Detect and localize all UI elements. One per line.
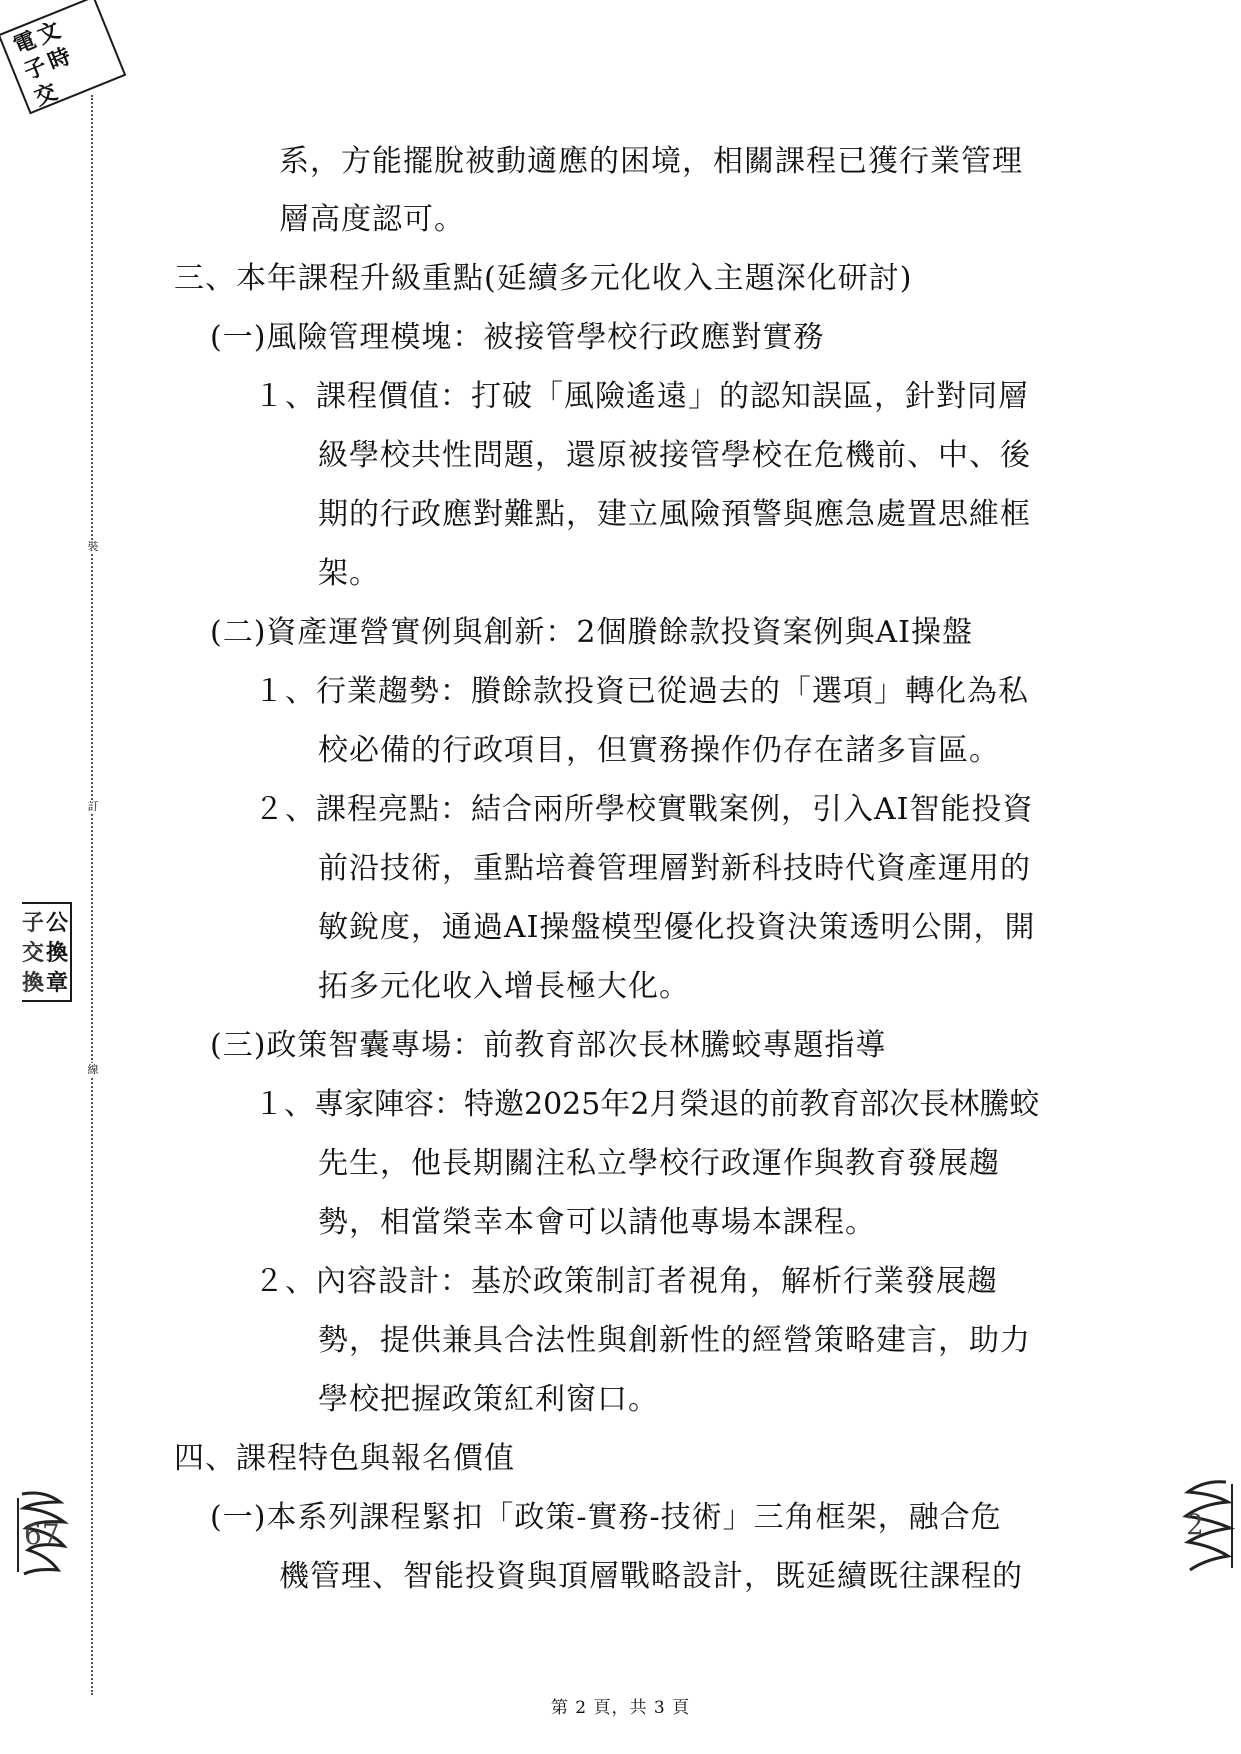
subheading-3-2: (二)資產運營實例與創新：2個賸餘款投資案例與AI操盤 [210,615,974,650]
exchange-stamp-right [0,0,90,112]
text-line-19: 勢，相當榮幸本會可以請他專場本課程。 [318,1205,876,1240]
exchange-stamp-left [22,902,72,1002]
item-3-3-2: ２、內容設計：基於政策制訂者視角，解析行業發展趨 [254,1264,998,1299]
stamp-right-col-1: 電子交 [9,26,61,112]
binding-mark-zhuang: 裝 [87,540,99,553]
text-line-8: 架。 [318,556,380,591]
text-line-6: 級學校共性問題，還原被接管學校在危機前、中、後 [318,438,1031,473]
text-line-14: 敏銳度，通過AI操盤模型優化投資決策透明公開，開 [318,910,1036,945]
text-line-2: 層高度認可。 [279,202,465,237]
item-3-2-2: ２、課程亮點：結合兩所學校實戰案例，引入AI智能投資 [254,792,1034,827]
text-line-22: 學校把握政策紅利窗口。 [318,1382,659,1417]
seal-right [1176,1476,1236,1576]
seal-right-swirl-icon [1176,1476,1236,1576]
seal-right-page-number: 2 [1186,1508,1204,1541]
text-line-13: 前沿技術，重點培養管理層對新科技時代資產運用的 [318,851,1031,886]
subheading-3-1: (一)風險管理模塊：被接管學校行政應對實務 [210,320,825,355]
text-line-7: 期的行政應對難點，建立風險預警與應急處置思維框 [318,497,1031,532]
stamp-left-col-2: 子交換 [22,910,45,996]
text-line-18: 先生，他長期關注私立學校行政運作與教育發展趨 [318,1146,1000,1181]
item-3-3-1: １、專家陣容：特邀2025年2月榮退的前教育部次長林騰蛟 [254,1087,1040,1122]
text-line-21: 勢，提供兼具合法性與創新性的經營策略建言，助力 [318,1323,1031,1358]
subheading-4-1: (一)本系列課程緊扣「政策-實務-技術」三角框架，融合危 [210,1500,1002,1535]
text-line-11: 校必備的行政項目，但實務操作仍存在諸多盲區。 [318,733,1000,768]
subheading-3-3: (三)政策智囊專場：前教育部次長林騰蛟專題指導 [210,1028,887,1063]
page-footer: 第 2 頁，共 3 頁 [550,1698,691,1718]
binding-dotted-line [91,95,93,1695]
text-line-25: 機管理、智能投資與頂層戰略設計，既延續既往課程的 [279,1559,1023,1594]
text-line-15: 拓多元化收入增長極大化。 [318,969,690,1004]
binding-mark-ding: 訂 [87,800,99,813]
item-3-1-1: １、課程價值：打破「風險遙遠」的認知誤區，針對同層 [254,379,1029,414]
binding-mark-xian: 線 [87,1063,99,1076]
section-heading-4: 四、課程特色與報名價值 [174,1441,515,1476]
seal-left-page-number: 67 [24,1518,60,1551]
stamp-right-col-2: 文時 [33,17,75,76]
stamp-right-frame [0,0,90,112]
stamp-left-col-1: 公換章 [46,910,69,996]
text-line-1: 系，方能擺脫被動適應的困境，相關課程已獲行業管理 [279,144,1023,179]
seal-left [14,1488,70,1580]
section-heading-3: 三、本年課程升級重點(延續多元化收入主題深化研討) [174,261,913,296]
item-3-2-1: １、行業趨勢：賸餘款投資已從過去的「選項」轉化為私 [254,674,1029,709]
